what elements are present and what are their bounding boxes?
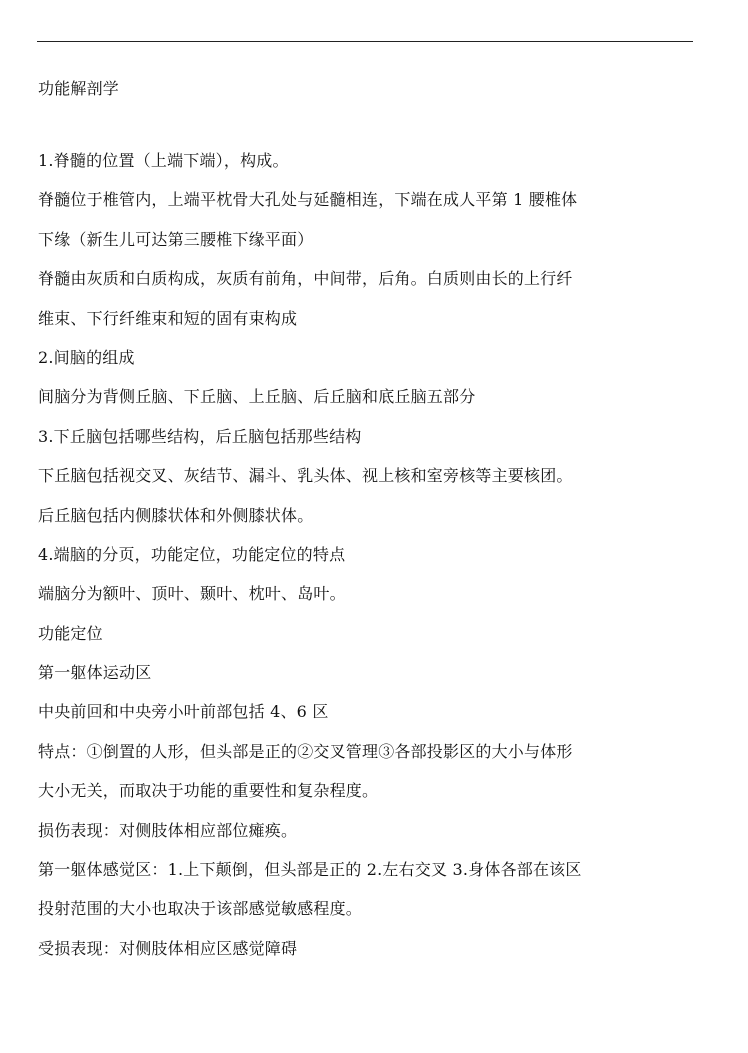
answer-line: 维束、下行纤维束和短的固有束构成	[38, 308, 298, 328]
answer-line: 下丘脑包括视交叉、灰结节、漏斗、乳头体、视上核和室旁核等主要核团。	[38, 466, 573, 486]
answer-line: 脊髓位于椎管内，上端平枕骨大孔处与延髓相连，下端在成人平第 1 腰椎体	[38, 190, 578, 210]
heading-spacer	[38, 107, 698, 141]
answer-line: 大小无关，而取决于功能的重要性和复杂程度。	[38, 781, 379, 801]
answer-line: 损伤表现：对侧肢体相应部位瘫痪。	[38, 820, 298, 840]
answer-line: 下缘（新生儿可达第三腰椎下缘平面）	[38, 229, 314, 249]
answer-line: 第一躯体感觉区：1.上下颠倒，但头部是正的 2.左右交叉 3.身体各部在该区	[38, 860, 582, 880]
answer-line: 间脑分为背侧丘脑、下丘脑、上丘脑、后丘脑和底丘脑五部分	[38, 387, 476, 407]
question-2: 2.间脑的组成	[38, 347, 135, 367]
answer-line: 端脑分为额叶、顶叶、颞叶、枕叶、岛叶。	[38, 584, 346, 604]
question-1: 1.脊髓的位置（上端下端），构成。	[38, 151, 289, 170]
answer-line: 受损表现：对侧肢体相应区感觉障碍	[38, 938, 298, 958]
header-rule	[37, 41, 693, 42]
question-3: 3.下丘脑包括哪些结构，后丘脑包括那些结构	[38, 426, 362, 446]
question-4: 4.端脑的分页，功能定位，功能定位的特点	[38, 544, 346, 564]
answer-line: 后丘脑包括内侧膝状体和外侧膝状体。	[38, 505, 314, 525]
answer-line: 特点：①倒置的人形，但头部是正的②交叉管理③各部投影区的大小与体形	[38, 741, 573, 761]
document-heading: 功能解剖学	[38, 79, 120, 98]
answer-line: 中央前回和中央旁小叶前部包括 4、6 区	[38, 702, 329, 722]
subheading-functional-localization: 功能定位	[38, 623, 103, 643]
answer-line: 投射范围的大小也取决于该部感觉敏感程度。	[38, 899, 363, 919]
document-body	[38, 71, 698, 968]
subheading-primary-motor-area: 第一躯体运动区	[38, 663, 152, 683]
answer-line: 脊髓由灰质和白质构成，灰质有前角，中间带，后角。白质则由长的上行纤	[38, 269, 573, 289]
